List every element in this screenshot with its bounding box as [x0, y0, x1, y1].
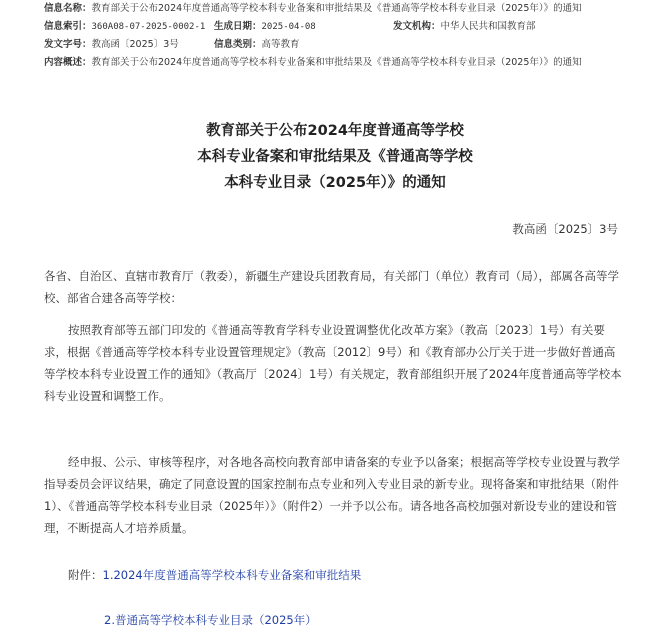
title-line-3: 本科专业目录（2025年）》的通知 — [224, 175, 446, 191]
body-paragraph-1: 按照教育部等五部门印发的《普通高等教育学科专业设置调整优化改革方案》（教高〔2023〕1号）有关要求，根据《普通高等学校本科专业设置管理规定》（教高〔2012〕9号）和《教育部办公厅关于进一步做好普通高等学校本科专业设置工作的通知》（教高厅〔2024〕1号）有关规定，教育部组织开展了2024年度普通高等学校本科专业设置和调整工作。 — [44, 323, 622, 403]
meta-date-value: 2025-04-08 — [261, 22, 316, 32]
title-line-2: 本科专业备案和审批结果及《普通高等学校 — [197, 149, 473, 165]
meta-docno-value: 教高函〔2025〕3号 — [91, 39, 179, 50]
meta-docno-cell — [44, 36, 214, 54]
meta-row-docno — [44, 36, 664, 54]
meta-date-label: 生成日期： — [214, 21, 262, 32]
attachments-section — [68, 565, 361, 585]
document-number: 教高函〔2025〕3号 — [512, 222, 618, 236]
attachment-link-2[interactable]: 2.普通高等学校本科专业目录（2025年） — [104, 613, 317, 627]
meta-index-label: 信息索引： — [44, 21, 92, 32]
meta-name-label: 信息名称： — [44, 3, 92, 14]
meta-row-summary — [44, 54, 664, 72]
meta-org-cell — [393, 18, 633, 36]
meta-name-value: 教育部关于公布2024年度普通高等学校本科专业备案和审批结果及《普通高等学校本科专业目录（2025年）》的通知 — [91, 3, 582, 14]
attachment-link-1[interactable]: 1.2024年度普通高等学校本科专业备案和审批结果 — [102, 568, 362, 582]
meta-summary-label: 内容概述： — [44, 57, 92, 68]
meta-index-cell — [44, 18, 214, 36]
meta-row-index — [44, 18, 664, 36]
meta-summary-value: 教育部关于公布2024年度普通高等学校本科专业备案和审批结果及《普通高等学校本科专业目录（2025年）》的通知 — [91, 57, 582, 68]
meta-date-cell — [214, 18, 393, 36]
meta-category-value: 高等教育 — [261, 39, 300, 50]
document-title — [0, 118, 670, 196]
meta-org-value: 中华人民共和国教育部 — [440, 21, 536, 32]
salutation-paragraph: 各省、自治区、直辖市教育厅（教委），新疆生产建设兵团教育局，有关部门（单位）教育司（局），部属各高等学校、部省合建各高等学校： — [44, 269, 619, 305]
meta-category-label: 信息类别： — [214, 39, 262, 50]
body-paragraph-2: 经申报、公示、审核等程序，对各地各高校向教育部申请备案的专业予以备案；根据高等学校专业设置与教学指导委员会评议结果，确定了同意设置的国家控制布点专业和列入专业目录的新专业。现将备案和审批结果（附件1）、《普通高等学校本科专业目录（2025年）》（附件2）一并予以公布。请各地各高校加强对新设专业的建设和管理，不断提高人才培养质量。 — [44, 455, 620, 535]
info-metadata-block — [44, 0, 664, 72]
attachments-section-2 — [104, 610, 317, 630]
meta-index-value: 360A08-07-2025-0002-1 — [91, 22, 206, 32]
meta-category-cell — [214, 36, 393, 54]
title-line-1: 教育部关于公布2024年度普通高等学校 — [206, 123, 464, 139]
attachments-label: 附件： — [68, 568, 103, 582]
meta-row-name — [44, 0, 664, 18]
meta-org-label: 发文机构： — [393, 21, 441, 32]
meta-docno-label: 发文字号： — [44, 39, 92, 50]
